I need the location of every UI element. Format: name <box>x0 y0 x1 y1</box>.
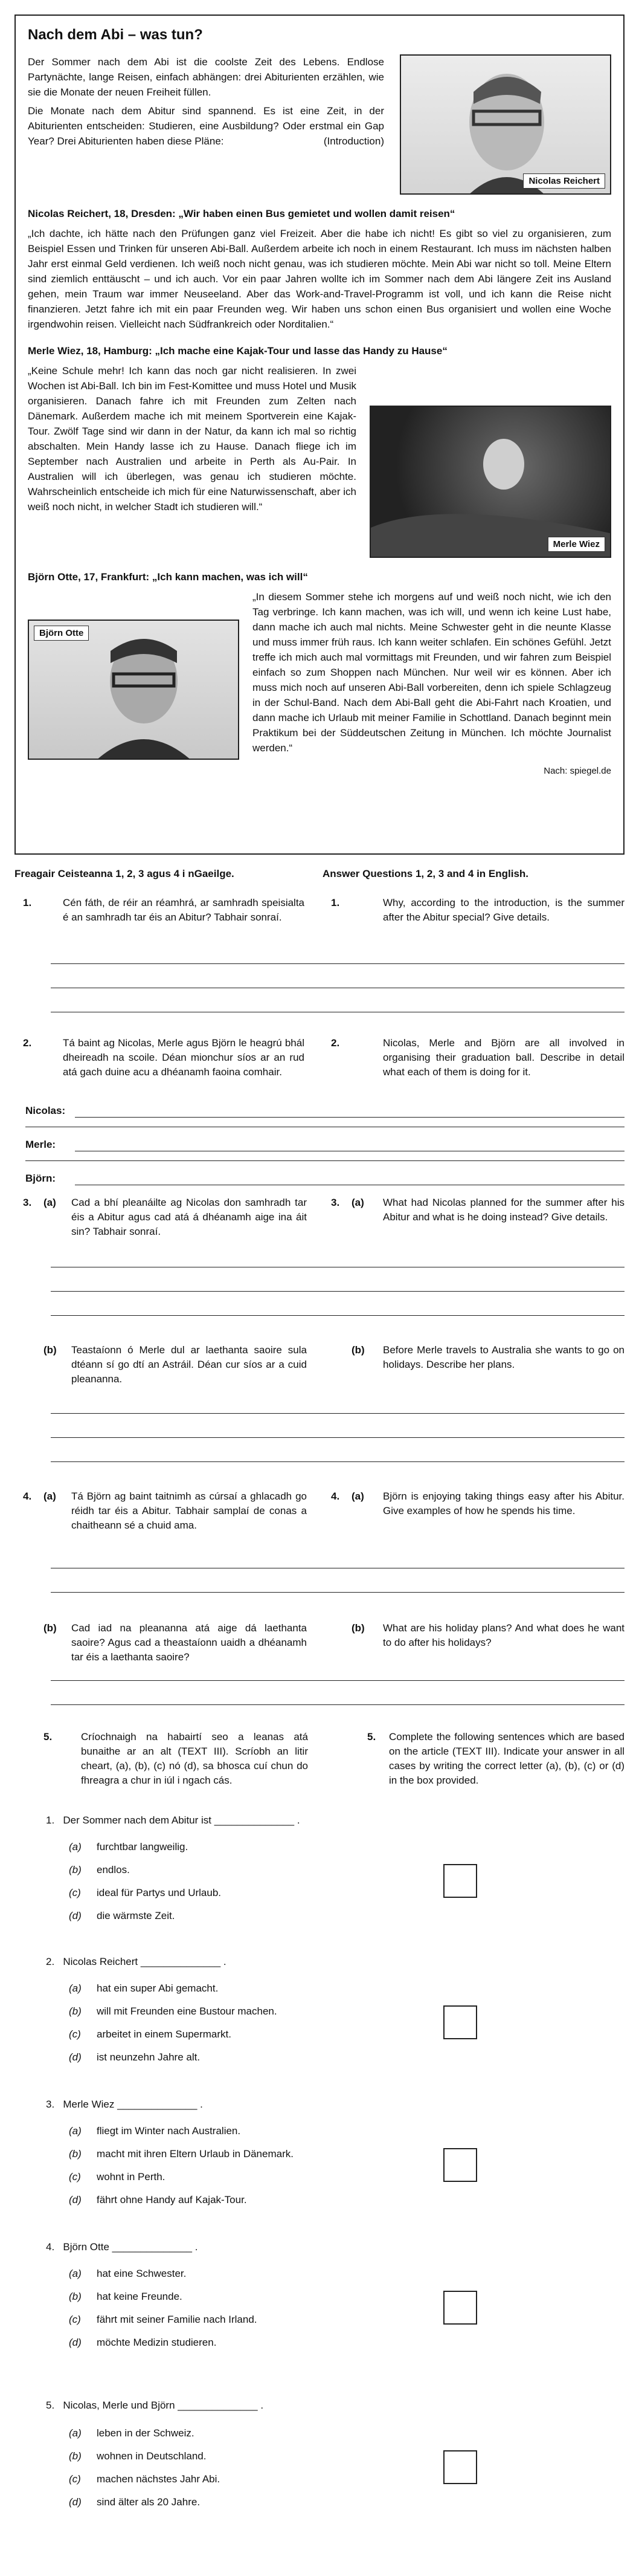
mc1-text-b: endlos. <box>97 1864 130 1875</box>
q3b-text-ga: Teastaíonn ó Merle dul ar laethanta saoire sula dtéann sí go dtí an Astráil. Déan cur síos ar a cuid pleananna. <box>71 1344 307 1385</box>
mc3-stem-text: Merle Wiez ______________ . <box>63 2099 203 2110</box>
q2-label-bjorn: Björn: <box>25 1173 56 1184</box>
mc3-number: 3. <box>46 2099 55 2110</box>
intro-paragraph: Der Sommer nach dem Abi ist die coolste Zeit des Lebens. Endlose Partynächte, lange Reisen, einfach abhängen: drei Abiturienten erzählen, wie sie die Monate der neuen Freiheit füllen. <box>28 56 384 98</box>
bjorn-heading: Björn Otte, 17, Frankfurt: „Ich kann machen, was ich will“ <box>28 571 308 583</box>
mc2-text-b: will mit Freunden eine Bustour machen. <box>97 2005 277 2017</box>
mc4-option-a <box>69 2268 186 2280</box>
mc5-option-b <box>69 2450 206 2462</box>
mc2-letter-a: (a) <box>69 1982 82 1994</box>
mc3-letter-c: (c) <box>69 2171 81 2183</box>
q5-text-ga: Críochnaigh na habairtí seo a leanas atá bunaithe ar an alt (TEXT III). Scríobh an litir cheart, (a), (b), (c) nó (d), sa bhosca cuí chun do fhreagra a chur in iúl i ngach cás. <box>81 1731 308 1786</box>
mc1-text-a: furchtbar langweilig. <box>97 1841 188 1853</box>
q4b-answer-line[interactable] <box>51 1680 625 1681</box>
mc3-option-c <box>69 2171 165 2183</box>
mc5-text-d: sind älter als 20 Jahre. <box>97 2496 201 2508</box>
q5-text-en: Complete the following sentences which are based on the article (TEXT III). Indicate your answer in all cases by writing the correct letter (a), (b), (c) or (d) in the box provided. <box>389 1731 625 1786</box>
q3a-label-ga: (a) <box>43 1197 56 1208</box>
intro-text-2: Die Monate nach dem Abitur sind spannend. Es ist eine Zeit, in der Abiturienten entscheiden: Studieren, eine Ausbildung? Oder erstmal ein Gap Year? Drei Abiturienten haben diese Pläne: <box>28 105 384 147</box>
mc1-text-c: ideal für Partys und Urlaub. <box>97 1887 221 1898</box>
q3b-answer-line[interactable] <box>51 1437 625 1438</box>
mc4-letter-c: (c) <box>69 2314 81 2325</box>
mc3-letter-b: (b) <box>69 2148 82 2160</box>
mc2-letter-c: (c) <box>69 2028 81 2040</box>
mc1-option-d <box>69 1910 175 1922</box>
mc4-option-c <box>69 2314 257 2326</box>
mc5-letter-d: (d) <box>69 2496 82 2508</box>
q3a-answer-line[interactable] <box>51 1315 625 1316</box>
mc1-stem <box>46 1814 300 1827</box>
intro-paragraph-2 <box>28 103 384 149</box>
mc2-stem-text: Nicolas Reichert ______________ . <box>63 1956 226 1967</box>
mc5-stem-text: Nicolas, Merle und Björn ______________ . <box>63 2400 264 2411</box>
q2-label-merle: Merle: <box>25 1139 56 1150</box>
mc1-letter-d: (d) <box>69 1910 82 1921</box>
mc1-option-c <box>69 1887 221 1899</box>
merle-heading: Merle Wiez, 18, Hamburg: „Ich mache eine Kajak-Tour und lasse das Handy zu Hause“ <box>28 345 448 357</box>
q4-number-ga: 4. <box>23 1490 32 1502</box>
irish-instruction: Freagair Ceisteanna 1, 2, 3 agus 4 i nGaeilge. <box>14 868 234 879</box>
mc4-stem <box>46 2241 197 2253</box>
q3a-text-ga: Cad a bhí pleanáilte ag Nicolas don samhradh tar éis a Abitur agus cad atá á dhéanamh aige ina áit sin? Tabhair sonraí. <box>71 1197 307 1237</box>
mc5-text-c: machen nächstes Jahr Abi. <box>97 2473 220 2485</box>
q1-text-en: Why, according to the introduction, is the summer after the Abitur special? Give details. <box>383 897 625 923</box>
mc3-option-b <box>69 2148 294 2160</box>
q3a-text-en: What had Nicolas planned for the summer after his Abitur and what is he doing instead? Give details. <box>383 1197 625 1223</box>
english-instruction: Answer Questions 1, 2, 3 and 4 in English. <box>323 868 529 879</box>
portrait-icon <box>29 621 239 760</box>
mc4-option-d <box>69 2337 216 2349</box>
mc1-number: 1. <box>46 1814 55 1826</box>
q3a-label-en: (a) <box>352 1197 364 1208</box>
mc5-stem <box>46 2400 263 2412</box>
mc2-number: 2. <box>46 1956 55 1967</box>
mc4-letter-b: (b) <box>69 2291 82 2302</box>
q5-number-en: 5. <box>367 1731 376 1743</box>
mc3-letter-a: (a) <box>69 2125 82 2137</box>
q3b-answer-line[interactable] <box>51 1413 625 1414</box>
q3b-answer-line[interactable] <box>51 1461 625 1462</box>
q3-number-en: 3. <box>331 1197 340 1208</box>
bjorn-text: „In diesem Sommer stehe ich morgens auf und weiß noch nicht, wie ich den Tag verbringe. Ich kann machen, was ich will, und wenn ich keine Lust habe, dann mache ich auch mal nichts. Meine Schwester geht in die neunte Klasse und muss immer früh raus. Ich kann weiter schlafen. Ein schönes Gefühl. Jetzt treffe ich mich auch mal vormittags mit Freunden, und wir fahren zum Beispiel einfach so zum Shoppen nach München. Nur weil wir es können. Aber ich muss mich noch auf unseren Abi-Ball vorbereiten, denn ich spiele Schlagzeug in der Schul-Band. Nach dem Abi-Ball geht die Abi-Fahrt nach Kroatien, und dann mache ich Urlaub mit meiner Familie in Schottland. Danach beginnt mein Praktikum bei der Süddeutschen Zeitung in München. Ich möchte Journalist werden.“ <box>252 591 611 754</box>
nicolas-heading: Nicolas Reichert, 18, Dresden: „Wir haben einen Bus gemietet und wollen damit reisen“ <box>28 208 455 219</box>
mc1-letter-c: (c) <box>69 1887 81 1898</box>
mc2-answer-box[interactable] <box>443 2005 477 2039</box>
mc1-letter-a: (a) <box>69 1841 82 1853</box>
mc3-option-d <box>69 2194 247 2206</box>
mc2-option-a <box>69 1982 218 1995</box>
portrait-icon <box>371 407 611 558</box>
mc4-stem-text: Björn Otte ______________ . <box>63 2241 198 2253</box>
mc5-letter-b: (b) <box>69 2450 82 2462</box>
article-box <box>14 15 625 855</box>
q2-label-nicolas: Nicolas: <box>25 1105 66 1116</box>
mc5-answer-box[interactable] <box>443 2450 477 2484</box>
mc2-letter-b: (b) <box>69 2005 82 2017</box>
q1-text-ga: Cén fáth, de réir an réamhrá, ar samhradh speisialta é an samhradh tar éis an Abitur? Tabhair sonraí. <box>63 897 304 923</box>
mc4-number: 4. <box>46 2241 55 2253</box>
mc3-text-a: fliegt im Winter nach Australien. <box>97 2125 241 2137</box>
q2-text-ga: Tá baint ag Nicolas, Merle agus Björn le heagrú bhál dheireadh na scoile. Déan mionchur síos ar an rud atá gach duine acu a dhéanamh faoina comhair. <box>63 1037 304 1078</box>
q3b-label-ga: (b) <box>43 1344 57 1356</box>
mc2-option-b <box>69 2005 277 2018</box>
q4a-label-en: (a) <box>352 1490 364 1502</box>
mc5-option-d <box>69 2496 200 2508</box>
mc2-text-d: ist neunzehn Jahre alt. <box>97 2051 201 2063</box>
merle-text: „Keine Schule mehr! Ich kann das noch gar nicht realisieren. In zwei Wochen ist Abi-Ball. Ich bin im Fest-Komittee und muss Hotel und Musik organisieren. Danach fahre ich mit Freunden zum Zelten nach Dänemark. Außerdem mache ich mit meinem Sportverein eine Kajak-Tour. Zwölf Tage sind wir dann in der Natur, da kann ich mal so richtig abschalten. Mein Handy lasse ich zu Hause. Danach fliege ich im September nach Australien und arbeite in Perth als Au-Pair. In Australien will ich überlegen, was genau ich studieren möchte. Wahrscheinlich entscheide ich mich für eine Naturwissenschaft, aber ich weiß noch nicht, in welcher Stadt ich studieren will.“ <box>28 365 356 513</box>
q3-number-ga: 3. <box>23 1197 32 1208</box>
merle-photo <box>370 406 611 558</box>
bjorn-caption: Björn Otte <box>34 626 89 641</box>
mc4-letter-d: (d) <box>69 2337 82 2348</box>
q4a-text-ga: Tá Björn ag baint taitnimh as cúrsaí a ghlacadh go réidh tar éis a Abitur. Tabhair samplaí de conas a chaitheann sé a chuid ama. <box>71 1490 307 1531</box>
mc3-text-d: fährt ohne Handy auf Kajak-Tour. <box>97 2194 247 2205</box>
mc2-stem <box>46 1956 226 1968</box>
nicolas-photo <box>400 54 611 195</box>
mc1-option-b <box>69 1864 130 1876</box>
q2-number-en: 2. <box>331 1037 340 1049</box>
q3b-text-en: Before Merle travels to Australia she wants to go on holidays. Describe her plans. <box>383 1344 625 1370</box>
q4a-text-en: Björn is enjoying taking things easy after his Abitur. Give examples of how he spends his time. <box>383 1490 625 1516</box>
q4b-text-en: What are his holiday plans? And what does he want to do after his holidays? <box>383 1622 625 1648</box>
mc4-text-d: möchte Medizin studieren. <box>97 2337 217 2348</box>
mc5-text-a: leben in der Schweiz. <box>97 2427 194 2439</box>
intro-tag: (Introduction) <box>323 135 384 147</box>
q3b-label-en: (b) <box>352 1344 365 1356</box>
q2-number-ga: 2. <box>23 1037 32 1049</box>
q4b-label-ga: (b) <box>43 1622 57 1634</box>
mc4-text-a: hat eine Schwester. <box>97 2268 187 2279</box>
q1-number-ga: 1. <box>23 897 32 908</box>
q4-number-en: 4. <box>331 1490 340 1502</box>
q2-text-en: Nicolas, Merle and Björn are all involved in organising their graduation ball. Describe in detail what each of them is doing for it. <box>383 1037 625 1078</box>
q4b-text-ga: Cad iad na pleananna atá aige dá laethanta saoire? Agus cad a theastaíonn uaidh a dhéanamh tar éis a laethanta saoire? <box>71 1622 307 1663</box>
source-credit: Nach: spiegel.de <box>544 766 611 776</box>
mc1-answer-box[interactable] <box>443 1864 477 1898</box>
merle-caption: Merle Wiez <box>548 537 605 552</box>
q2-answer-line[interactable] <box>25 1160 625 1161</box>
mc5-text-b: wohnen in Deutschland. <box>97 2450 207 2462</box>
mc2-text-c: arbeitet in einem Supermarkt. <box>97 2028 231 2040</box>
mc5-number: 5. <box>46 2400 55 2411</box>
bjorn-photo <box>28 620 239 760</box>
mc4-text-c: fährt mit seiner Familie nach Irland. <box>97 2314 257 2325</box>
mc3-option-a <box>69 2125 240 2137</box>
q4b-label-en: (b) <box>352 1622 365 1634</box>
mc3-stem <box>46 2099 203 2111</box>
mc1-option-a <box>69 1841 188 1853</box>
mc2-option-d <box>69 2051 200 2063</box>
mc3-answer-box[interactable] <box>443 2148 477 2182</box>
q1-number-en: 1. <box>331 897 340 908</box>
mc1-stem-text: Der Sommer nach dem Abitur ist ______________ . <box>63 1814 300 1826</box>
q5-number-ga: 5. <box>43 1731 53 1743</box>
mc5-option-c <box>69 2473 220 2485</box>
q1-answer-line[interactable] <box>51 963 625 964</box>
mc3-text-b: macht mit ihren Eltern Urlaub in Dänemark. <box>97 2148 294 2160</box>
mc5-letter-c: (c) <box>69 2473 81 2485</box>
mc2-letter-d: (d) <box>69 2051 82 2063</box>
mc4-answer-box[interactable] <box>443 2291 477 2325</box>
q2-answer-line[interactable] <box>75 1117 625 1118</box>
mc4-text-b: hat keine Freunde. <box>97 2291 182 2302</box>
mc4-letter-a: (a) <box>69 2268 82 2279</box>
q3a-answer-line[interactable] <box>51 1291 625 1292</box>
mc4-option-b <box>69 2291 182 2303</box>
nicolas-caption: Nicolas Reichert <box>523 173 605 189</box>
mc1-text-d: die wärmste Zeit. <box>97 1910 175 1921</box>
mc2-text-a: hat ein super Abi gemacht. <box>97 1982 219 1994</box>
mc5-letter-a: (a) <box>69 2427 82 2439</box>
mc2-option-c <box>69 2028 231 2040</box>
mc3-letter-d: (d) <box>69 2194 82 2205</box>
q4b-answer-line[interactable] <box>51 1704 625 1705</box>
q4a-label-ga: (a) <box>43 1490 56 1502</box>
mc1-letter-b: (b) <box>69 1864 82 1875</box>
mc3-text-c: wohnt in Perth. <box>97 2171 165 2183</box>
nicolas-text: „Ich dachte, ich hätte nach den Prüfungen ganz viel Freizeit. Aber die habe ich nicht! Es gibt so viel zu organisieren, zum Beispiel Essen und Trinken für unseren Abi-Ball. Außerdem arbeite ich noch in einem Restaurant. Ich muss im nächsten halben Jahr erst einmal Geld verdienen. Ich weiß noch nicht genau, was ich studieren möchte. Mein Abi war nicht so toll. Meine Eltern sind ziemlich enttäuscht – und ich auch. Vor ein paar Jahren wollte ich im Sommer nach dem Abi längere Zeit ins Ausland gehen, mein Traum war immer Neuseeland. Aber das Work-and-Travel-Programm ist voll, und ich kann die Reise nicht finanzieren. Jetzt fahre ich mit ein paar Freunden weg. Wir haben uns schon einen Bus organisiert und wollen eine Woche irgendwohin reisen. Vielleicht nach Südfrankreich oder Norditalien.“ <box>28 228 611 330</box>
article-title: Nach dem Abi – was tun? <box>28 27 203 43</box>
q4a-answer-line[interactable] <box>51 1592 625 1593</box>
mc5-option-a <box>69 2427 194 2439</box>
